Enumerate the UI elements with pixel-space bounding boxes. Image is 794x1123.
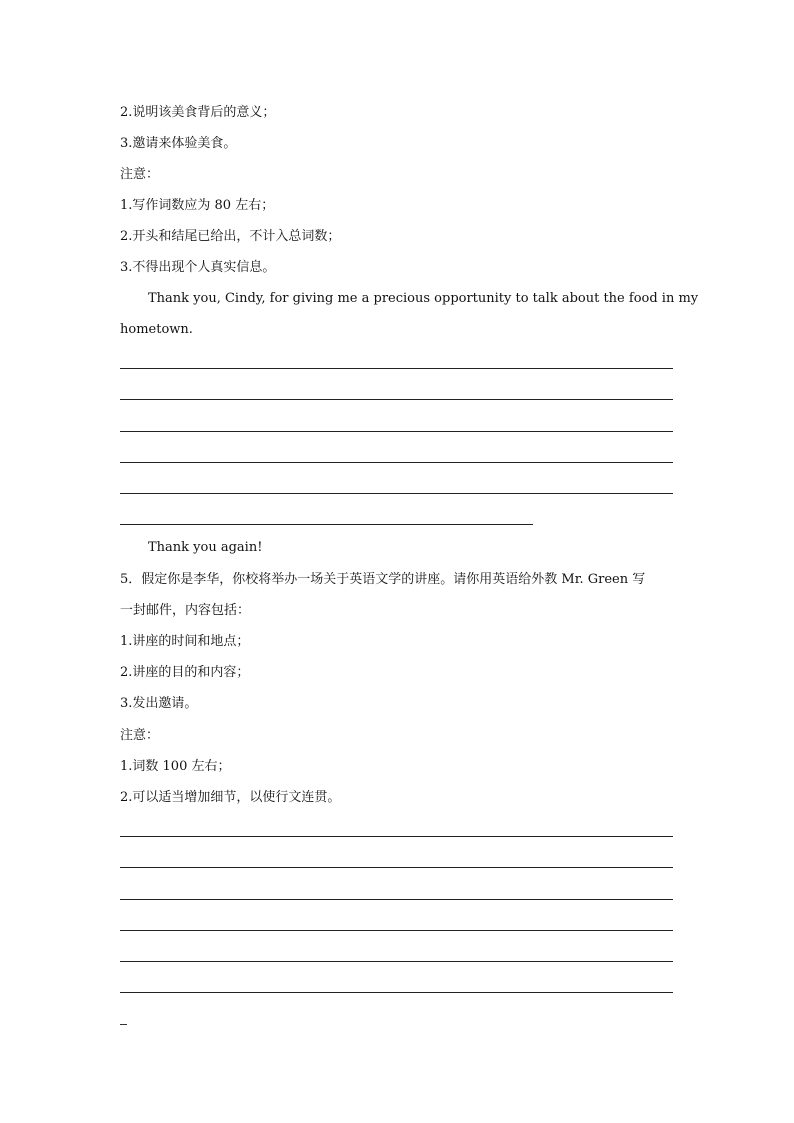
question-prompt: 5．假定你是李华，你校将举办一场关于英语文学的讲座。请你用英语给外教 Mr. Green 写 xyxy=(120,572,646,587)
writing-line[interactable] xyxy=(120,961,673,962)
writing-line-short[interactable] xyxy=(120,524,533,525)
note-1: 1.写作词数应为 80 左右； xyxy=(120,198,275,213)
requirement-2: 2.说明该美食背后的意义； xyxy=(120,105,276,120)
note-3: 3.不得出现个人真实信息。 xyxy=(120,260,276,275)
writing-line[interactable] xyxy=(120,399,673,400)
writing-line[interactable] xyxy=(120,368,673,369)
notes-title: 注意： xyxy=(120,728,160,743)
writing-line[interactable] xyxy=(120,899,673,900)
opening-sentence: Thank you, Cindy, for giving me a precious opportunity to talk about the food in my xyxy=(148,291,699,306)
writing-line[interactable] xyxy=(120,992,673,993)
writing-line[interactable] xyxy=(120,493,673,494)
writing-line[interactable] xyxy=(120,462,673,463)
end-dash xyxy=(120,1024,127,1025)
opening-sentence-continued: hometown. xyxy=(120,322,193,337)
writing-line[interactable] xyxy=(120,836,673,837)
writing-line[interactable] xyxy=(120,930,673,931)
question-prompt-continued: 一封邮件，内容包括： xyxy=(120,603,251,618)
note-2: 2.可以适当增加细节，以使行文连贯。 xyxy=(120,790,341,805)
requirement-3: 3.发出邀请。 xyxy=(120,696,198,711)
note-2: 2.开头和结尾已给出，不计入总词数； xyxy=(120,229,341,244)
requirement-2: 2.讲座的目的和内容； xyxy=(120,665,250,680)
notes-title: 注意： xyxy=(120,167,160,182)
writing-line[interactable] xyxy=(120,431,673,432)
writing-line[interactable] xyxy=(120,867,673,868)
requirement-1: 1.讲座的时间和地点； xyxy=(120,634,250,649)
closing-sentence: Thank you again! xyxy=(148,540,263,555)
requirement-3: 3.邀请来体验美食。 xyxy=(120,136,237,151)
note-1: 1.词数 100 左右； xyxy=(120,759,231,774)
